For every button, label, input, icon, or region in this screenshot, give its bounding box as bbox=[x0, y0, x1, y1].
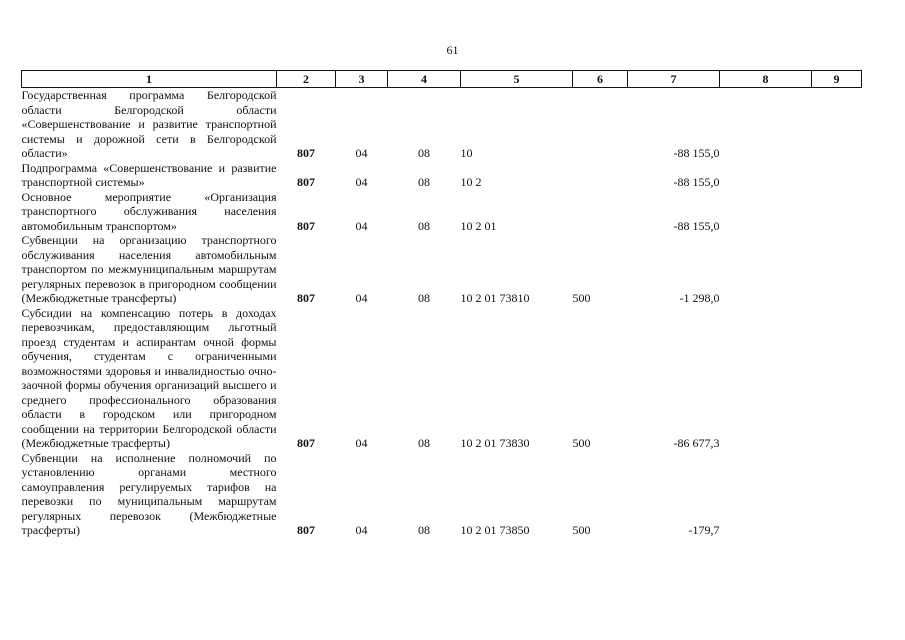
row-section: 04 bbox=[355, 291, 368, 305]
row-section: 04 bbox=[355, 218, 368, 233]
row-expense-type bbox=[573, 88, 628, 161]
column-header-8: 8 bbox=[720, 71, 812, 88]
row-expense-type: 500 bbox=[572, 523, 591, 537]
row-col9 bbox=[812, 233, 862, 306]
row-amount: -88 155,0 bbox=[673, 218, 720, 233]
table-row bbox=[22, 190, 862, 234]
column-header-4: 4 bbox=[388, 71, 461, 88]
row-subsection: 08 bbox=[418, 175, 430, 189]
row-ministry-code: 807 bbox=[297, 523, 315, 537]
row-subsection: 08 bbox=[418, 291, 430, 305]
row-section: 04 bbox=[355, 146, 368, 160]
row-col8 bbox=[720, 451, 812, 538]
row-name: Основное мероприятие «Организация транспортного обслуживания населения автомобильным транспортом» bbox=[21, 189, 277, 233]
column-header-5: 5 bbox=[461, 71, 573, 88]
row-name: Государственная программа Белгородской области Белгородской области «Совершенствование и развитие транспортной системы и дорожной сети в Белгородской области» bbox=[21, 88, 277, 160]
row-col9 bbox=[812, 190, 862, 234]
page-number: 61 bbox=[446, 43, 459, 57]
row-col8 bbox=[720, 190, 812, 234]
row-target-article: 10 2 01 73810 bbox=[460, 291, 530, 305]
row-ministry-code: 807 bbox=[297, 146, 315, 160]
column-header-9: 9 bbox=[812, 71, 862, 88]
row-name: Субсидии на компенсацию потерь в доходах перевозчикам, предоставляющим льготный проезд студентам и аспирантам очной формы обучения, студентам с ограниченными возможностями здоровья и инвалидностью очно-заочной формы обучения организаций высшего и среднего профессионального образования области в городском или пригородном сообщении на территории Белгородской области (Межбюджетные трасферты) bbox=[21, 305, 277, 450]
column-header-3: 3 bbox=[336, 71, 388, 88]
row-expense-type: 500 bbox=[572, 436, 591, 450]
row-target-article: 10 bbox=[460, 146, 473, 160]
table-row bbox=[22, 306, 862, 451]
budget-table bbox=[21, 70, 862, 538]
row-col8 bbox=[720, 88, 812, 161]
table-row bbox=[22, 233, 862, 306]
row-name: Подпрограмма «Совершенствование и развитие транспортной системы» bbox=[21, 160, 277, 189]
row-section: 04 bbox=[355, 175, 368, 189]
row-col9 bbox=[812, 88, 862, 161]
row-subsection: 08 bbox=[418, 218, 430, 233]
row-expense-type: 500 bbox=[572, 291, 591, 305]
row-target-article: 10 2 01 73850 bbox=[460, 523, 530, 537]
column-header-7: 7 bbox=[628, 71, 720, 88]
column-header-1: 1 bbox=[22, 71, 277, 88]
row-expense-type bbox=[573, 161, 628, 190]
table-row bbox=[22, 88, 862, 161]
row-ministry-code: 807 bbox=[297, 218, 315, 233]
row-target-article: 10 2 01 73830 bbox=[460, 436, 530, 450]
row-target-article: 10 2 01 bbox=[460, 218, 497, 233]
table-row bbox=[22, 451, 862, 538]
row-amount: -88 155,0 bbox=[673, 146, 720, 160]
row-name: Субвенции на организацию транспортного обслуживания населения автомобильным транспортом по межмуниципальным маршрутам регулярных перевозок в пригородном сообщении (Межбюджетные трансферты) bbox=[21, 233, 277, 305]
row-subsection: 08 bbox=[418, 523, 430, 537]
table-row bbox=[22, 161, 862, 190]
row-ministry-code: 807 bbox=[297, 436, 315, 450]
row-amount: -179,7 bbox=[688, 523, 720, 537]
row-ministry-code: 807 bbox=[297, 291, 315, 305]
row-section: 04 bbox=[355, 523, 368, 537]
row-col9 bbox=[812, 451, 862, 538]
row-target-article: 10 2 bbox=[460, 175, 482, 189]
row-expense-type bbox=[573, 190, 628, 234]
row-col9 bbox=[812, 306, 862, 451]
row-amount: -88 155,0 bbox=[673, 175, 720, 189]
row-col9 bbox=[812, 161, 862, 190]
row-col8 bbox=[720, 233, 812, 306]
column-header-2: 2 bbox=[277, 71, 336, 88]
header-row bbox=[22, 71, 862, 88]
row-amount: -86 677,3 bbox=[673, 436, 720, 450]
row-section: 04 bbox=[355, 436, 368, 450]
row-col8 bbox=[720, 161, 812, 190]
row-col8 bbox=[720, 306, 812, 451]
row-name: Субвенции на исполнение полномочий по установлению органами местного самоуправления регулируемых тарифов на перевозки по муниципальным маршрутам регулярных перевозок (Межбюджетные трасферты) bbox=[21, 450, 277, 537]
row-subsection: 08 bbox=[418, 146, 430, 160]
column-header-6: 6 bbox=[573, 71, 628, 88]
row-subsection: 08 bbox=[418, 436, 430, 450]
row-ministry-code: 807 bbox=[297, 175, 315, 189]
row-amount: -1 298,0 bbox=[679, 291, 720, 305]
